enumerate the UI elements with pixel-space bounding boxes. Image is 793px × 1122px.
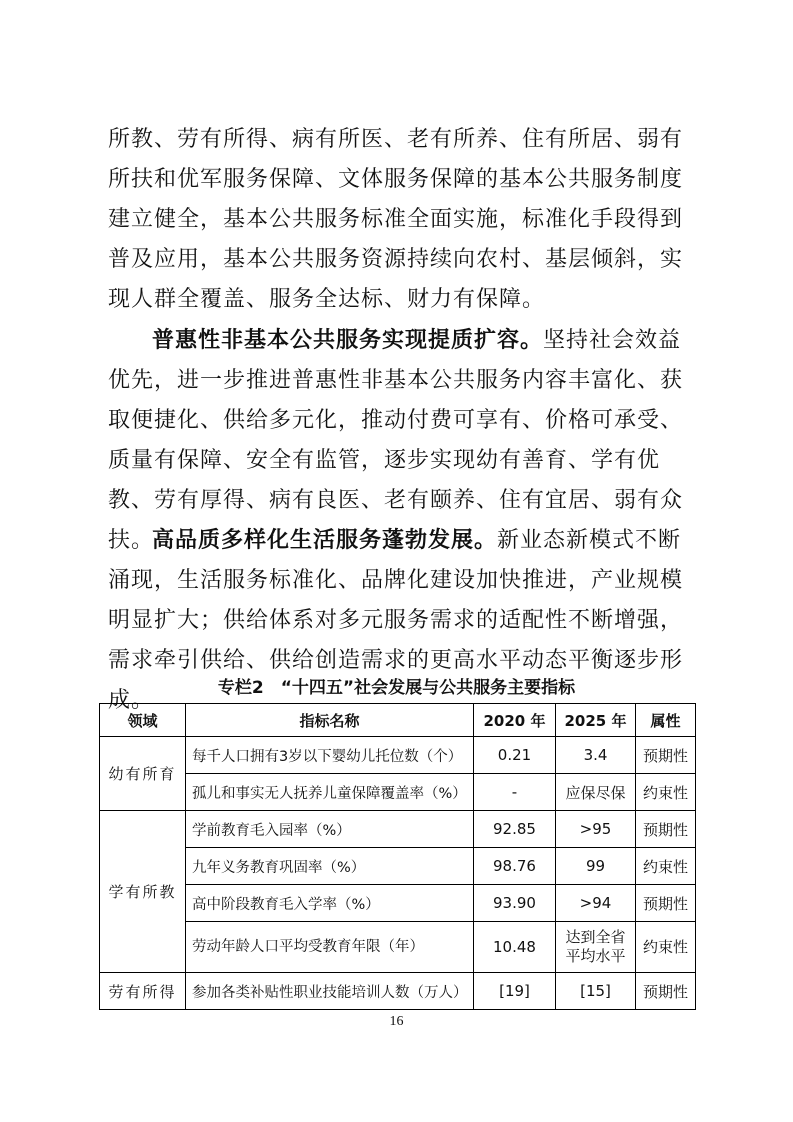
table-caption: 专栏2 “十四五”社会发展与公共服务主要指标: [217, 678, 576, 698]
indicator-name-cell: 每千人口拥有3岁以下婴幼儿托位数（个）: [186, 737, 474, 774]
value-2020-cell: 10.48: [474, 922, 556, 973]
attribute-cell: 约束性: [636, 774, 696, 811]
indicator-name-cell: 参加各类补贴性职业技能培训人数（万人）: [186, 973, 474, 1010]
value-2020-cell: 93.90: [474, 885, 556, 922]
attribute-cell: 约束性: [636, 922, 696, 973]
value-2025-cell: >95: [556, 811, 636, 848]
header-attribute: 属性: [636, 704, 696, 737]
indicator-name-cell: 高中阶段教育毛入学率（%）: [186, 885, 474, 922]
domain-cell: 幼有所育: [100, 737, 186, 811]
paragraph-text: 新业态新模式不断涌现，生活服务标准化、品牌化建设加快推进，产业规模明显扩大；供给体系对多元服务需求的适配性不断增强，需求牵引供给、供给创造需求的更高水平动态平衡逐步形成。: [108, 528, 684, 713]
table-row: [100, 811, 696, 848]
page-number: 16: [389, 1014, 404, 1029]
value-2020-cell: [19]: [474, 973, 556, 1010]
paragraph-heading: 高品质多样化生活服务蓬勃发展。: [152, 527, 498, 553]
table-row: [100, 885, 696, 922]
value-2020-cell: -: [474, 774, 556, 811]
table-row: [100, 973, 696, 1010]
attribute-cell: 预期性: [636, 885, 696, 922]
table-row: [100, 922, 696, 973]
value-2025-cell: 3.4: [556, 737, 636, 774]
table-header-row: [100, 704, 696, 737]
attribute-cell: 预期性: [636, 973, 696, 1010]
header-2025: 2025 年: [556, 704, 636, 737]
indicator-name-cell: 孤儿和事实无人抚养儿童保障覆盖率（%）: [186, 774, 474, 811]
table-row: [100, 774, 696, 811]
paragraph-text: 所教、劳有所得、病有所医、老有所养、住有所居、弱有所扶和优军服务保障、文体服务保障的基本公共服务制度建立健全，基本公共服务标准全面实施，标准化手段得到普及应用，基本公共服务资源持续向农村、基层倾斜，实现人群全覆盖、服务全达标、财力有保障。: [108, 127, 684, 312]
indicator-table: [99, 703, 696, 1010]
table-row: [100, 848, 696, 885]
indicator-name-cell: 九年义务教育巩固率（%）: [186, 848, 474, 885]
attribute-cell: 约束性: [636, 848, 696, 885]
paragraph-continuation: [108, 120, 688, 320]
header-domain: 领域: [100, 704, 186, 737]
value-2025-cell: 应保尽保: [556, 774, 636, 811]
attribute-cell: 预期性: [636, 811, 696, 848]
value-2020-cell: 0.21: [474, 737, 556, 774]
value-2025-cell: 达到全省平均水平: [556, 922, 636, 973]
value-2020-cell: 92.85: [474, 811, 556, 848]
value-2025-cell: [15]: [556, 973, 636, 1010]
value-2025-cell: >94: [556, 885, 636, 922]
value-2025-cell: 99: [556, 848, 636, 885]
attribute-cell: 预期性: [636, 737, 696, 774]
domain-cell: 学有所教: [100, 811, 186, 973]
header-indicator-name: 指标名称: [186, 704, 474, 737]
paragraph-text: 坚持社会效益优先，进一步推进普惠性非基本公共服务内容丰富化、获取便捷化、供给多元化，推动付费可享有、价格可承受、质量有保障、安全有监管，逐步实现幼有善育、学有优教、劳有厚得、病有良医、老有颐养、住有宜居、弱有众扶。: [108, 328, 684, 553]
header-2020: 2020 年: [474, 704, 556, 737]
indicator-name-cell: 学前教育毛入园率（%）: [186, 811, 474, 848]
table-row: [100, 737, 696, 774]
paragraph-heading: 普惠性非基本公共服务实现提质扩容。: [152, 327, 544, 353]
domain-cell: 劳有所得: [100, 973, 186, 1010]
indicator-name-cell: 劳动年龄人口平均受教育年限（年）: [186, 922, 474, 973]
value-2020-cell: 98.76: [474, 848, 556, 885]
